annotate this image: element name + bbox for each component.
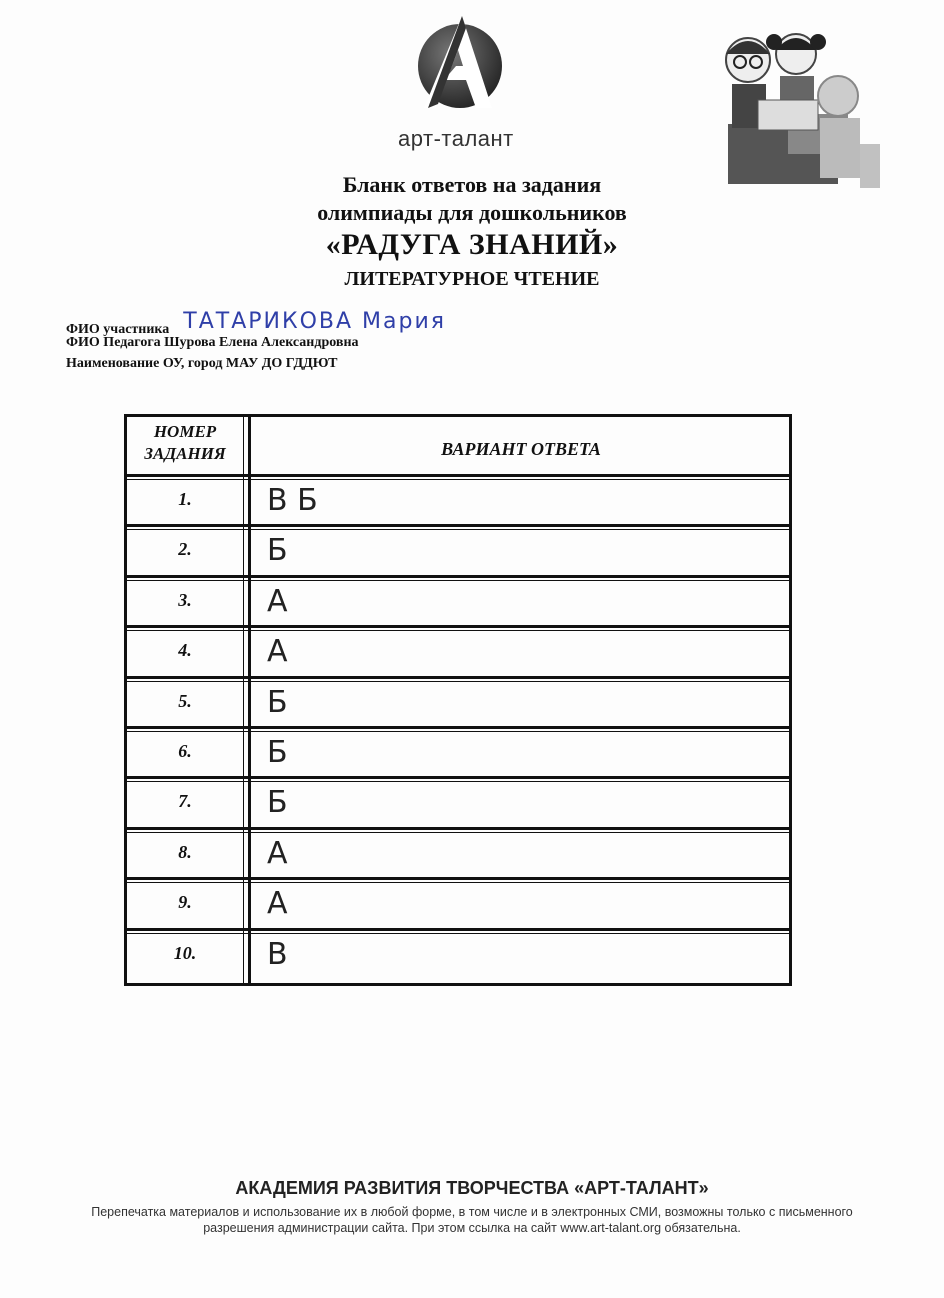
art-talant-logo-icon [414,14,506,114]
participant-label: ФИО участника [66,322,170,337]
handwritten-answer: В Б [267,483,318,518]
task-number: 5. [178,690,192,711]
table-row [127,474,789,524]
table-row [127,776,789,826]
handwritten-answer: Б [267,684,288,720]
table-row [127,676,789,726]
task-number: 1. [178,489,192,509]
header-task-number: НОМЕР ЗАДАНИЯ [144,422,226,463]
footer-copyright-text: Перепечатка материалов и использование их в любой форме, в том числе и в электронных СМИ, возможны только с письменного разрешения администрации сайта. При этом ссылка на сайт www.art-talant.org обязательна. [91,1205,853,1235]
handwritten-answer: Б [267,785,288,821]
table-row [127,827,789,877]
table-row [127,726,789,776]
answer-rows [127,474,789,978]
table-row [127,877,789,927]
task-number: 8. [178,841,192,862]
children-reading-illustration [688,14,888,190]
header-answer-variant: ВАРИАНТ ОТВЕТА [441,439,601,459]
handwritten-answer: В [267,936,288,972]
organization-line: Наименование ОУ, город МАУ ДО ГДДЮТ [66,356,338,371]
table-row [127,928,789,978]
task-number: 10. [173,942,197,963]
subject-name: ЛИТЕРАТУРНОЕ ЧТЕНИЕ [344,268,600,290]
handwritten-answer: А [267,634,288,670]
olympiad-name: «РАДУГА ЗНАНИЙ» [325,228,619,261]
participant-name-handwritten: ТАТАРИКОВА Мария [183,309,447,334]
handwritten-answer: А [267,835,288,871]
task-number: 2. [178,539,192,560]
form-title-line2: олимпиады для дошкольников [317,200,627,225]
answer-table [124,414,792,986]
handwritten-answer: Б [267,734,288,770]
handwritten-answer: А [267,886,288,922]
task-number: 7. [178,791,192,812]
table-row [127,524,789,574]
task-number: 6. [178,740,192,761]
brand-name: арт-талант [398,126,514,151]
table-row [127,625,789,675]
task-number: 3. [178,589,192,610]
table-row [127,575,789,625]
task-number: 4. [178,640,192,661]
footer-title: АКАДЕМИЯ РАЗВИТИЯ ТВОРЧЕСТВА «АРТ-ТАЛАНТ» [235,1178,709,1198]
handwritten-answer: Б [267,533,288,569]
task-number: 9. [178,892,192,913]
teacher-line: ФИО Педагога Шурова Елена Александровна [66,335,359,350]
form-title-line1: Бланк ответов на задания [342,172,602,197]
handwritten-answer: А [267,583,288,619]
